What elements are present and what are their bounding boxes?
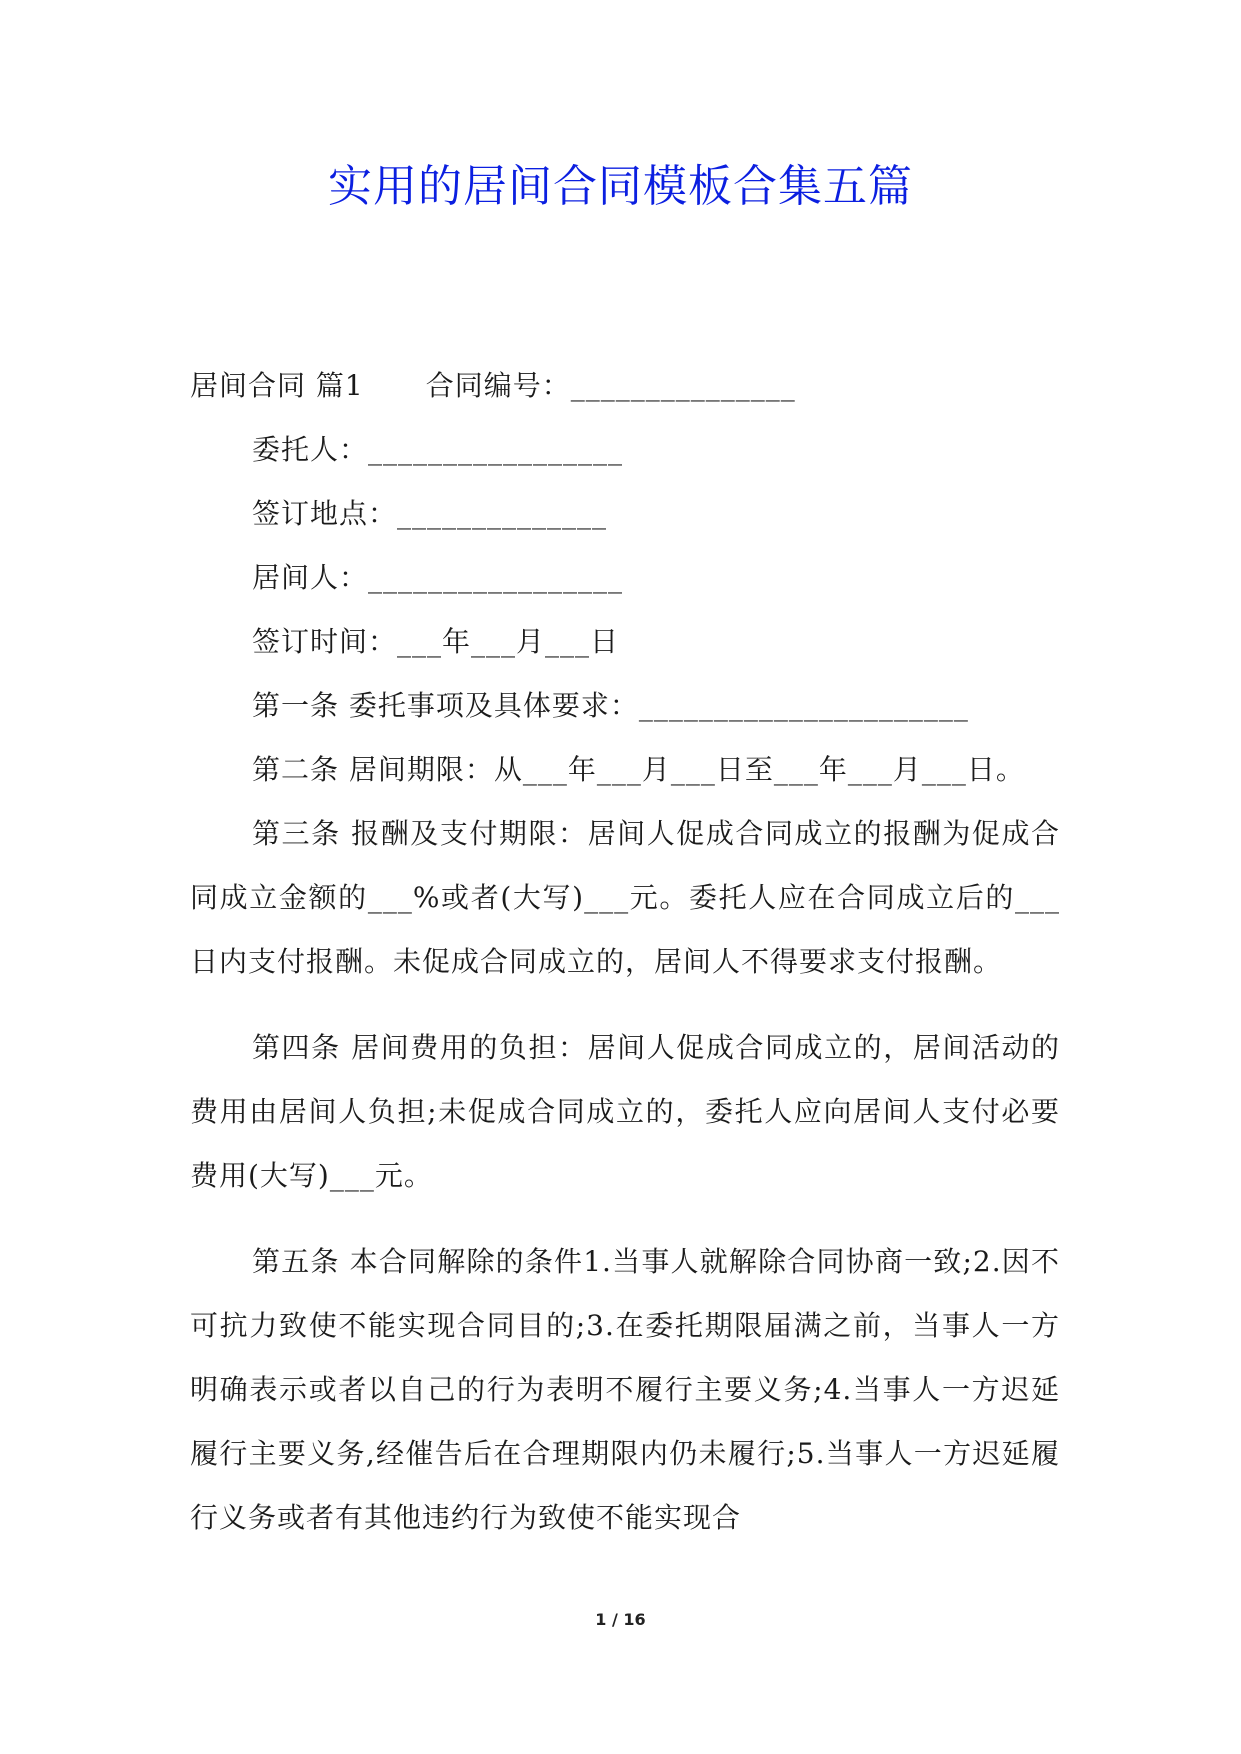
article-2: 第二条 居间期限：从___年___月___日至___年___月___日。 <box>252 753 1025 786</box>
page-number: 1 / 16 <box>595 1610 646 1629</box>
article-4: 第四条 居间费用的负担：居间人促成合同成立的，居间活动的费用由居间人负担;未促成合同成立的，委托人应向居间人支付必要费用(大写)___元。 <box>190 1031 1060 1192</box>
signing-date-field: 签订时间：___年___月___日 <box>252 625 620 658</box>
contract-number-field: 合同编号：_______________ <box>425 369 796 402</box>
section-label: 居间合同 篇1 <box>190 369 364 402</box>
document-title: 实用的居间合同模板合集五篇 <box>328 161 913 212</box>
header-line <box>190 354 1060 418</box>
document-body <box>190 354 1060 1550</box>
intermediary-field: 居间人：_________________ <box>252 561 624 594</box>
signing-place-field: 签订地点：______________ <box>252 497 608 530</box>
article-3: 第三条 报酬及支付期限：居间人促成合同成立的报酬为促成合同成立金额的___%或者(大写)___元。委托人应在合同成立后的___日内支付报酬。未促成合同成立的，居间人不得要求支付报酬。 <box>190 817 1060 978</box>
article-1: 第一条 委托事项及具体要求：______________________ <box>252 689 969 722</box>
client-field: 委托人：_________________ <box>252 433 624 466</box>
article-5: 第五条 本合同解除的条件1.当事人就解除合同协商一致;2.因不可抗力致使不能实现合同目的;3.在委托期限届满之前，当事人一方明确表示或者以自己的行为表明不履行主要义务;4.当事人一方迟延履行主要义务,经催告后在合理期限内仍未履行;5.当事人一方迟延履行义务或者有其他违约行为致使不能实现合 <box>190 1245 1060 1534</box>
